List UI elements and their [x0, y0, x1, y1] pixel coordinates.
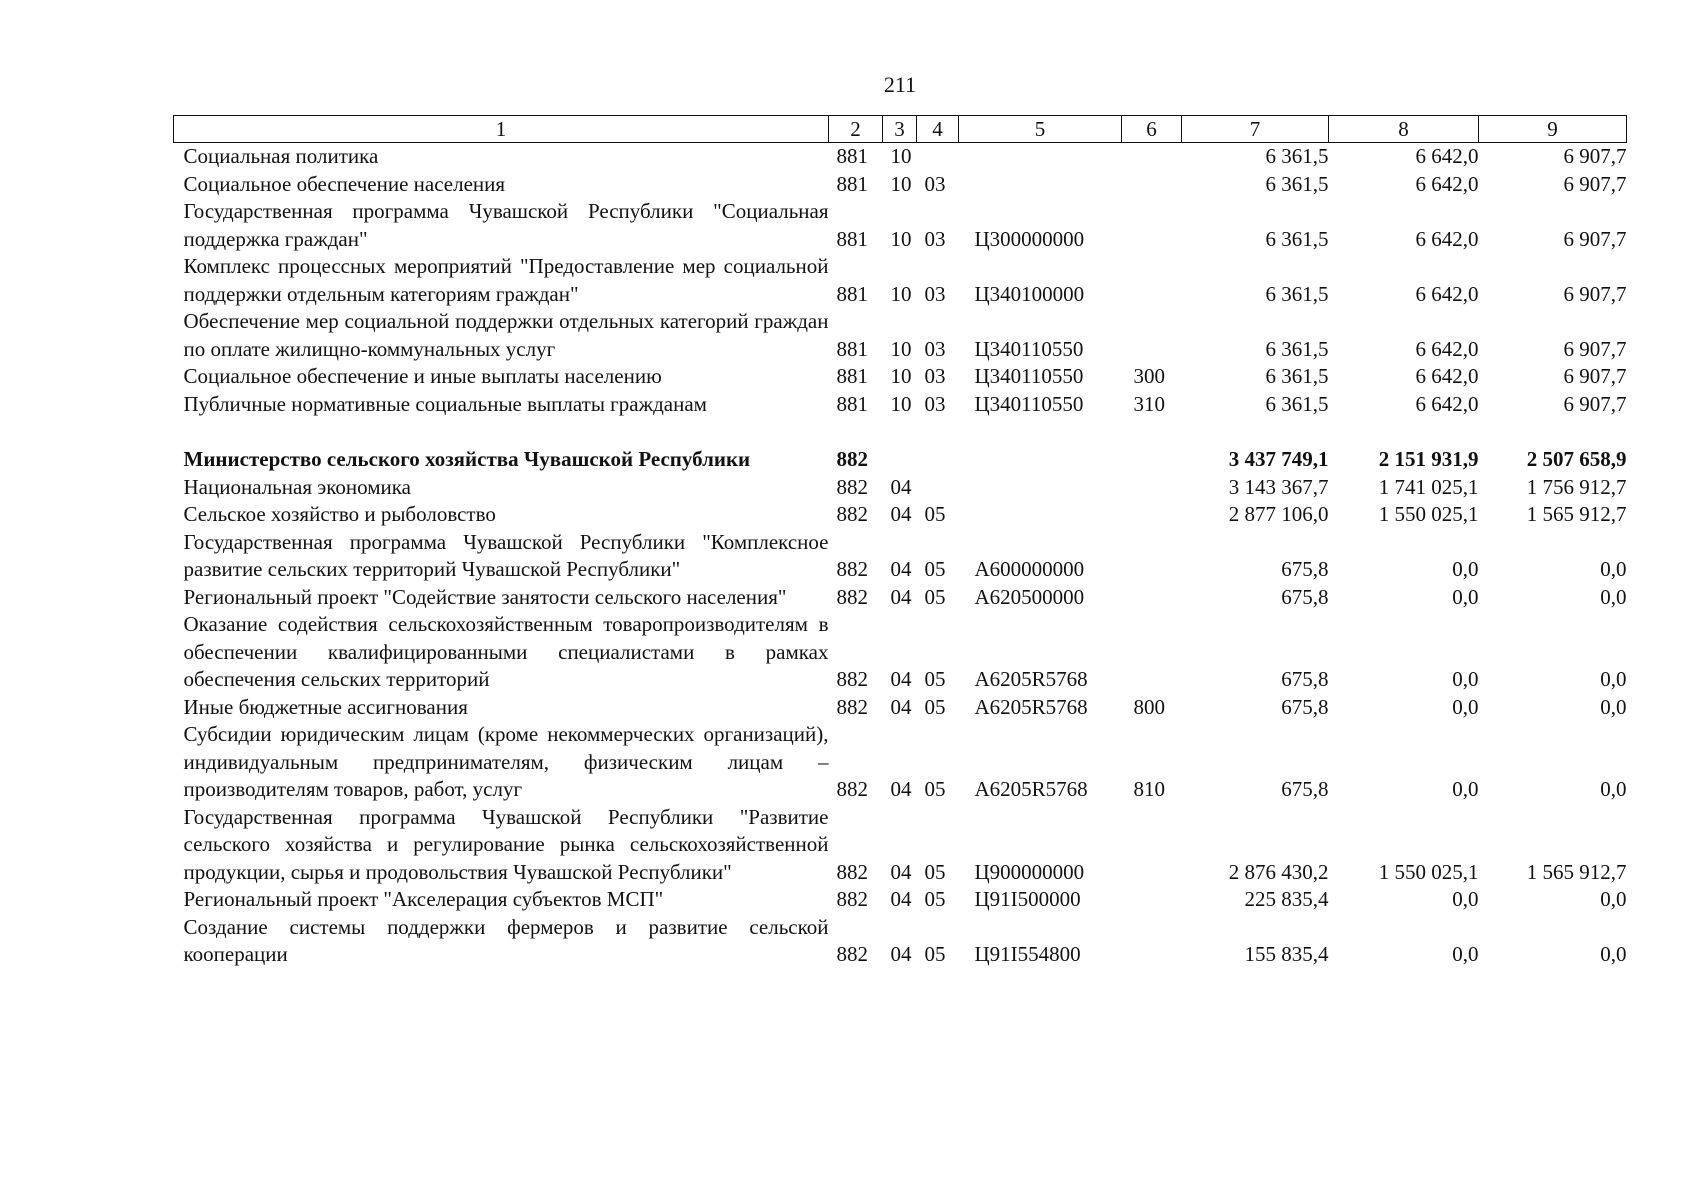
table-row [174, 611, 1627, 694]
row-name: Социальное обеспечение населения [183, 171, 506, 196]
table-row [174, 721, 1627, 804]
row-target-article [959, 501, 1122, 529]
row-name: Государственная программа Чувашской Республики "Комплексное развитие сельских территорий Чувашской Республики" [183, 529, 829, 581]
row-amount-2: 0,0 [1452, 942, 1479, 966]
row-amount-1: 2 877 106,0 [1228, 502, 1329, 526]
row-expense-type [1122, 253, 1182, 308]
row-subsection [917, 446, 959, 474]
row-amount-1: 675,8 [1281, 584, 1329, 609]
row-amount-3: 0,0 [1600, 667, 1627, 691]
row-name: Региональный проект "Содействие занятости сельского населения" [183, 584, 787, 609]
row-section: 04 [890, 557, 912, 581]
row-name: Обеспечение мер социальной поддержки отдельных категорий граждан по оплате жилищно-коммунальных услуг [183, 309, 829, 361]
page-number: 211 [883, 72, 917, 97]
row-expense-type [1122, 171, 1182, 199]
row-admin-code: 882 [836, 887, 868, 911]
row-target-article [959, 474, 1122, 502]
row-admin-code: 882 [836, 474, 868, 499]
row-amount-2: 0,0 [1452, 694, 1479, 719]
row-subsection [917, 474, 959, 502]
row-amount-1: 675,8 [1281, 557, 1329, 581]
row-subsection: 03 [924, 364, 946, 388]
row-name: Оказание содействия сельскохозяйственным товаропроизводителям в обеспечении квалифицированными специалистами в рамках обеспечения сельских территорий [183, 612, 829, 691]
header-col-8: 8 [1329, 116, 1479, 143]
row-section: 10 [890, 391, 912, 416]
row-amount-1: 675,8 [1281, 777, 1329, 801]
row-subsection: 05 [924, 584, 946, 609]
row-amount-2: 0,0 [1452, 584, 1479, 609]
row-section: 04 [890, 859, 912, 884]
row-amount-3: 6 907,7 [1563, 336, 1627, 361]
row-expense-type [1122, 914, 1182, 969]
row-expense-type: 810 [1133, 777, 1165, 801]
row-amount-1: 155 835,4 [1244, 942, 1329, 966]
row-expense-type [1122, 501, 1182, 529]
row-section: 10 [890, 336, 912, 361]
row-target-article [959, 446, 1122, 474]
row-amount-1: 6 361,5 [1265, 391, 1329, 416]
row-amount-2: 1 550 025,1 [1378, 859, 1479, 884]
row-amount-3: 6 907,7 [1563, 144, 1627, 168]
table-row [174, 171, 1627, 199]
table-header-row [174, 116, 1627, 143]
row-amount-3: 0,0 [1600, 777, 1627, 801]
row-amount-1: 6 361,5 [1265, 171, 1329, 196]
row-amount-3: 6 907,7 [1563, 281, 1627, 306]
row-name: Региональный проект "Акселерация субъектов МСП" [183, 887, 664, 911]
table-row [174, 143, 1627, 171]
row-expense-type [1122, 611, 1182, 694]
table-row [174, 308, 1627, 363]
row-section [883, 446, 917, 474]
row-amount-3: 6 907,7 [1563, 171, 1627, 196]
row-amount-1: 6 361,5 [1265, 364, 1329, 388]
row-amount-2: 0,0 [1452, 777, 1479, 801]
header-col-5: 5 [959, 116, 1122, 143]
row-target-article: Ц340110550 [974, 336, 1084, 361]
row-amount-3: 6 907,7 [1563, 364, 1627, 388]
row-target-article: Ц91I554800 [974, 942, 1081, 966]
header-col-3: 3 [883, 116, 917, 143]
row-amount-3: 0,0 [1600, 584, 1627, 609]
row-section: 10 [890, 364, 912, 388]
row-subsection: 05 [924, 557, 946, 581]
row-amount-2: 6 642,0 [1415, 144, 1479, 168]
row-admin-code: 881 [836, 364, 868, 388]
row-subsection: 05 [924, 667, 946, 691]
row-admin-code: 882 [836, 667, 868, 691]
row-name: Национальная экономика [183, 474, 411, 499]
header-col-1: 1 [174, 116, 829, 143]
row-subsection: 03 [924, 171, 946, 196]
row-amount-1: 675,8 [1281, 667, 1329, 691]
table-row [174, 501, 1627, 529]
row-subsection: 03 [924, 281, 946, 306]
row-section: 10 [890, 281, 912, 306]
row-amount-2: 6 642,0 [1415, 171, 1479, 196]
row-target-article: Ц91I500000 [974, 887, 1081, 911]
table-row [174, 474, 1627, 502]
row-admin-code: 882 [836, 447, 868, 471]
row-amount-2: 0,0 [1452, 557, 1479, 581]
row-admin-code: 881 [836, 226, 868, 251]
row-amount-1: 6 361,5 [1265, 336, 1329, 361]
row-expense-type [1122, 474, 1182, 502]
table-spacer-row [174, 418, 1627, 446]
row-admin-code: 881 [836, 281, 868, 306]
table-row [174, 584, 1627, 612]
row-admin-code: 882 [836, 584, 868, 609]
row-amount-3: 0,0 [1600, 887, 1627, 911]
row-section: 04 [890, 694, 912, 719]
table-row [174, 529, 1627, 584]
row-target-article: А6205R5768 [974, 694, 1088, 719]
row-section: 04 [890, 942, 912, 966]
row-subsection: 05 [924, 502, 946, 526]
row-target-article [959, 171, 1122, 199]
row-amount-2: 0,0 [1452, 667, 1479, 691]
row-name: Субсидии юридическим лицам (кроме некоммерческих организаций), индивидуальным предпринимателям, физическим лицам – производителям товаров, работ, услуг [183, 722, 829, 801]
row-section: 04 [890, 777, 912, 801]
row-section: 04 [890, 667, 912, 691]
row-subsection: 05 [924, 942, 946, 966]
header-col-4: 4 [917, 116, 959, 143]
header-col-7: 7 [1182, 116, 1329, 143]
row-subsection [917, 143, 959, 171]
table-row [174, 694, 1627, 722]
row-target-article: А600000000 [974, 557, 1085, 581]
row-amount-2: 1 741 025,1 [1378, 474, 1479, 499]
row-section: 04 [890, 887, 912, 911]
header-col-6: 6 [1122, 116, 1182, 143]
row-section: 04 [890, 502, 912, 526]
row-amount-2: 1 550 025,1 [1378, 502, 1479, 526]
row-target-article: А6205R5768 [974, 667, 1088, 691]
row-target-article: А620500000 [974, 584, 1085, 609]
row-amount-1: 6 361,5 [1265, 281, 1329, 306]
row-admin-code: 881 [836, 391, 868, 416]
row-expense-type [1122, 584, 1182, 612]
table-row [174, 446, 1627, 474]
row-amount-1: 3 143 367,7 [1228, 474, 1329, 499]
row-amount-2: 6 642,0 [1415, 336, 1479, 361]
row-amount-2: 6 642,0 [1415, 281, 1479, 306]
row-subsection: 03 [924, 391, 946, 416]
row-admin-code: 881 [836, 336, 868, 361]
row-subsection: 03 [924, 336, 946, 361]
row-target-article: Ц340110550 [974, 391, 1084, 416]
row-expense-type [1122, 804, 1182, 887]
table-row [174, 198, 1627, 253]
row-expense-type [1122, 529, 1182, 584]
row-target-article: Ц340100000 [974, 281, 1085, 306]
row-expense-type: 300 [1133, 364, 1165, 388]
table-row [174, 363, 1627, 391]
row-subsection: 05 [924, 694, 946, 719]
row-target-article: Ц900000000 [974, 859, 1085, 884]
row-amount-2: 6 642,0 [1415, 364, 1479, 388]
row-section: 04 [890, 584, 912, 609]
row-amount-2: 0,0 [1452, 887, 1479, 911]
row-admin-code: 882 [836, 502, 868, 526]
row-amount-2: 6 642,0 [1415, 226, 1479, 251]
row-amount-3: 0,0 [1600, 557, 1627, 581]
row-admin-code: 882 [836, 859, 868, 884]
table-row [174, 886, 1627, 914]
table-row [174, 391, 1627, 419]
budget-table [173, 115, 1627, 969]
row-amount-3: 1 565 912,7 [1526, 859, 1627, 884]
row-expense-type: 800 [1133, 694, 1165, 719]
row-expense-type: 310 [1133, 391, 1165, 416]
row-amount-3: 2 507 658,9 [1526, 447, 1627, 471]
row-amount-1: 6 361,5 [1265, 144, 1329, 168]
header-col-2: 2 [829, 116, 883, 143]
row-section: 10 [890, 226, 912, 251]
row-name: Публичные нормативные социальные выплаты гражданам [183, 391, 707, 416]
row-expense-type [1122, 143, 1182, 171]
row-expense-type [1122, 886, 1182, 914]
row-admin-code: 882 [836, 777, 868, 801]
row-name: Министерство сельского хозяйства Чувашской Республики [183, 447, 751, 471]
row-subsection: 03 [924, 226, 946, 251]
row-admin-code: 882 [836, 694, 868, 719]
spacer-cell [174, 418, 1627, 446]
row-subsection: 05 [924, 859, 946, 884]
row-section: 04 [890, 474, 912, 499]
row-amount-1: 225 835,4 [1244, 887, 1329, 911]
row-amount-1: 675,8 [1281, 694, 1329, 719]
row-expense-type [1122, 446, 1182, 474]
row-amount-2: 6 642,0 [1415, 391, 1479, 416]
row-admin-code: 882 [836, 557, 868, 581]
table-row [174, 914, 1627, 969]
row-name: Комплекс процессных мероприятий "Предоставление мер социальной поддержки отдельным категориям граждан" [183, 254, 829, 306]
row-subsection: 05 [924, 887, 946, 911]
row-amount-1: 6 361,5 [1265, 226, 1329, 251]
row-name: Создание системы поддержки фермеров и развитие сельской кооперации [183, 914, 829, 966]
row-amount-3: 6 907,7 [1563, 391, 1627, 416]
row-subsection: 05 [924, 777, 946, 801]
row-expense-type [1122, 308, 1182, 363]
row-name: Социальная политика [183, 144, 379, 168]
row-name: Сельское хозяйство и рыболовство [183, 502, 496, 526]
row-name: Социальное обеспечение и иные выплаты населению [183, 364, 662, 388]
row-amount-3: 1 565 912,7 [1526, 502, 1627, 526]
row-name: Государственная программа Чувашской Республики "Развитие сельского хозяйства и регулирование рынка сельскохозяйственной продукции, сырья и продовольствия Чувашской Республики" [183, 804, 829, 884]
table-body [174, 143, 1627, 969]
row-target-article: А6205R5768 [974, 777, 1088, 801]
row-section: 10 [890, 171, 912, 196]
row-amount-1: 3 437 749,1 [1228, 447, 1329, 471]
row-admin-code: 881 [836, 144, 868, 168]
row-amount-3: 1 756 912,7 [1526, 474, 1627, 499]
row-amount-3: 0,0 [1600, 694, 1627, 719]
row-target-article [959, 143, 1122, 171]
table-row [174, 804, 1627, 887]
row-amount-2: 2 151 931,9 [1378, 447, 1479, 471]
row-target-article: Ц340110550 [974, 364, 1084, 388]
header-col-9: 9 [1479, 116, 1627, 143]
row-amount-1: 2 876 430,2 [1228, 859, 1329, 884]
row-section: 10 [890, 144, 912, 168]
row-admin-code: 882 [836, 942, 868, 966]
row-amount-3: 6 907,7 [1563, 226, 1627, 251]
row-admin-code: 881 [836, 171, 868, 196]
row-expense-type [1122, 198, 1182, 253]
row-target-article: Ц300000000 [974, 226, 1085, 251]
row-name: Государственная программа Чувашской Республики "Социальная поддержка граждан" [183, 199, 829, 251]
row-name: Иные бюджетные ассигнования [183, 694, 468, 719]
row-amount-3: 0,0 [1600, 942, 1627, 966]
table-row [174, 253, 1627, 308]
